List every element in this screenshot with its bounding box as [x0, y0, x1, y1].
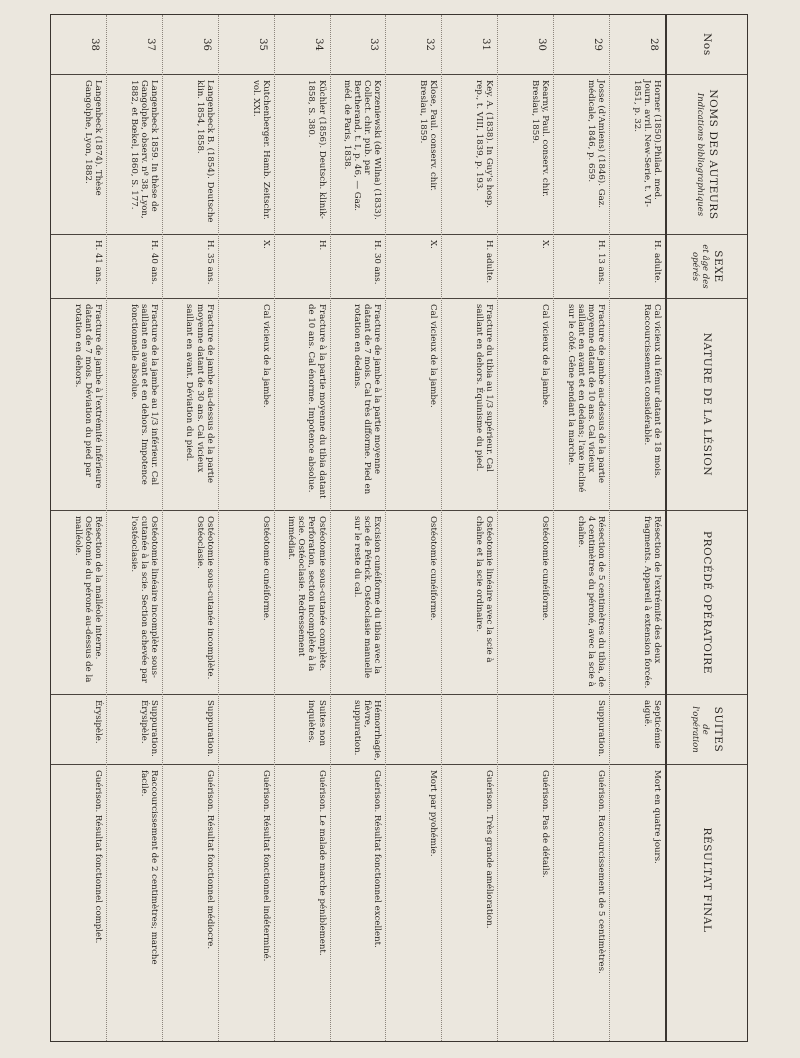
- case-authors: Josse (d'Amiens) (1846). Gaz. médicale, 1846, p. 659.: [554, 75, 609, 235]
- header-suites-label: SUITES: [712, 706, 725, 753]
- case-suites: Suppuration.: [554, 695, 609, 765]
- case-lesion: Fracture de jambe au-dessus de la partie moyenne datant de 10 ans. Cal vicieux saillant en avant et en dedans; l'axe incliné sur le côté. Gêne pendant la marche.: [554, 299, 609, 511]
- case-authors: Langenbeck B. (1854). Deutsche klin. 1854, 1858.: [163, 75, 218, 235]
- case-suites: [219, 695, 274, 765]
- table-row: [441, 15, 497, 1041]
- case-lesion: Cal vicieux de la jambe.: [498, 299, 553, 511]
- header-authors-sublabel: Indications bibliographiques: [694, 92, 705, 217]
- table-row: [609, 15, 665, 1041]
- case-number: 36: [163, 15, 218, 75]
- case-procedure: Ostéotomie sous-cutanée incomplète. Ostéoclasie.: [163, 511, 218, 695]
- case-result: Guérison. Résultat fonctionnel complet.: [92, 770, 103, 944]
- case-result: Mort par pyohémie.: [428, 770, 439, 857]
- case-result: Guérison. Résultat fonctionnel indéterminé.: [260, 770, 271, 962]
- case-suites: [442, 695, 497, 765]
- case-suites: Suppuration. Érysipèle.: [107, 695, 162, 765]
- header-lesion: [667, 299, 747, 511]
- case-number: 33: [331, 15, 386, 75]
- case-number: 28: [610, 15, 665, 75]
- case-result: Mort en quatre jours.: [652, 770, 662, 864]
- case-authors: Langenbeck 1859. In thèse de Gangolphe, observ. nº 38, Lyon, 1882, et Bœkel, 1860, S. 177.: [107, 75, 162, 235]
- case-result: Guérison. Raccourcissement de 5 centimètres.: [596, 770, 607, 974]
- case-result: Guérison. Le malade marche péniblement.: [316, 770, 327, 956]
- case-sex-age: H.: [275, 235, 330, 299]
- case-authors: Küchler (1856). Deutsch. klinik-1858, S. 380.: [275, 75, 330, 235]
- case-lesion: Fracture de jambe au-dessus de la partie moyenne datant de 30 ans. Cal vicieux saillant en avant. Déviation du pied.: [163, 299, 218, 511]
- case-authors: Kutchenberger. Hamb. Zeitschr. vol. XXI.: [219, 75, 274, 235]
- case-number: 34: [275, 15, 330, 75]
- case-sex-age: H. 35 ans.: [163, 235, 218, 299]
- case-procedure: Ostéotomie cunéiforme.: [386, 511, 441, 695]
- case-result: Guérison. Pas de détails.: [540, 770, 551, 878]
- case-result: Raccourcissement de 2 centimètres; marche facile.: [138, 770, 159, 965]
- header-lesion-label: NATURE DE LA LÉSION: [701, 332, 714, 477]
- case-lesion: Fracture de jambe à la partie moyenne datant de 7 mois. Cal très difforme. Pied en rotation en dedans.: [331, 299, 386, 511]
- case-sex-age: H. adulte.: [442, 235, 497, 299]
- case-number: 35: [219, 15, 274, 75]
- header-result-label: RÉSULTAT FINAL: [701, 827, 714, 933]
- case-lesion: Cal vicieux de la jambe.: [386, 299, 441, 511]
- table-row: [330, 15, 386, 1041]
- case-authors: Kearny, Paul. conserv. chir. Breslau, 1859.: [498, 75, 553, 235]
- case-result: Guérison. Très grande amélioration.: [484, 770, 495, 929]
- case-procedure: Ostéotomie cunéiforme.: [219, 511, 274, 695]
- case-number: 32: [386, 15, 441, 75]
- case-procedure: Résection de l'extrémité des deux fragments. Appareil à extension forcée.: [610, 511, 665, 695]
- header-number: [667, 15, 747, 75]
- case-procedure: Résection de la malléole interne. Ostéotomie du péroné au-dessus de la malléole.: [51, 511, 106, 695]
- case-procedure: Ostéotomie linéaire avec la scie à chaîne et la scie ordinaire.: [442, 511, 497, 695]
- case-suites: Suites non inquiètes.: [275, 695, 330, 765]
- case-sex-age: X.: [219, 235, 274, 299]
- case-procedure: Ostéotomie cunéiforme.: [498, 511, 553, 695]
- case-suites: Suppuration.: [163, 695, 218, 765]
- header-suites-sublabel: de l'opération: [689, 706, 710, 753]
- header-number-label: Nos: [701, 33, 714, 56]
- case-number: 37: [107, 15, 162, 75]
- header-procedure-label: PROCÉDÉ OPÉRATOIRE: [701, 530, 714, 675]
- case-lesion: Cal vicieux du fémur datant de 18 mois. Raccourcissement considérable.: [610, 299, 665, 511]
- case-sex-age: H. 41 ans.: [51, 235, 106, 299]
- case-procedure: Ostéotomie sous-cutanée complète. Perforation, section incomplète à la scie. Ostéoclasie. Redressement immédiat.: [275, 511, 330, 695]
- table-row: [106, 15, 162, 1041]
- header-authors-label: NOMS DES AUTEURS: [707, 89, 720, 220]
- case-number: 38: [51, 15, 106, 75]
- case-suites: Érysipèle.: [51, 695, 106, 765]
- case-lesion: Fracture de jambe à l'extrémité inférieure datant de 7 mois. Déviation du pied par rotation en dehors.: [51, 299, 106, 511]
- header-sex: [667, 235, 747, 299]
- table-row: [218, 15, 274, 1041]
- table-row: [274, 15, 330, 1041]
- table-row: [553, 15, 609, 1041]
- header-suites: [667, 695, 747, 765]
- table-body: [51, 15, 665, 1041]
- case-number: 30: [498, 15, 553, 75]
- table-row: [385, 15, 441, 1041]
- case-sex-age: X.: [498, 235, 553, 299]
- case-suites: [498, 695, 553, 765]
- header-procedure: [667, 511, 747, 695]
- case-sex-age: H. 30 ans.: [331, 235, 386, 299]
- case-number: 31: [442, 15, 497, 75]
- case-sex-age: H. 13 ans.: [554, 235, 609, 299]
- case-lesion: Fracture du tibia au 1/3 supérieur. Cal saillant en dehors. Équinisme du pied.: [442, 299, 497, 511]
- case-lesion: Cal vicieux de la jambe.: [219, 299, 274, 511]
- case-authors: Korzeniewski (de Wilna) (1833). Collect. chir. pub. par Bertherand, t. I, p. 46, — Gaz. méd. de Paris, 1838.: [331, 75, 386, 235]
- table-row: [51, 15, 106, 1041]
- case-number: 29: [554, 15, 609, 75]
- case-procedure: Résection de 5 centimètres du tibia, de 4 centimètres du péroné, avec la scie à chaîne.: [554, 511, 609, 695]
- header-sex-label: SEXE: [712, 250, 725, 283]
- case-lesion: Fracture de la jambe au 1/3 inférieur. Cal saillant en avant et en dehors. Impotence fonctionnelle absolue.: [107, 299, 162, 511]
- case-procedure: Excision cunéiforme du tibia avec la scie de Pétrick. Ostéoclasie manuelle sur le reste du cal.: [331, 511, 386, 695]
- case-authors: Horner (1850).Philad. med. Journ. avril. New-Serie, t. VI-1851, p. 32.: [610, 75, 665, 235]
- header-result: [667, 765, 747, 995]
- case-result: Guérison. Résultat fonctionnel médiocre.: [204, 770, 215, 950]
- case-suites: [386, 695, 441, 765]
- surgery-cases-table: [50, 14, 748, 1042]
- table-header: [665, 15, 747, 1041]
- case-sex-age: X.: [386, 235, 441, 299]
- case-sex-age: H. adulte.: [610, 235, 665, 299]
- case-lesion: Fracture à la partie moyenne du tibia datant de 10 ans. Cal énorme. Impotence absolue.: [275, 299, 330, 511]
- case-result: Guérison. Résultat fonctionnel excellent.: [372, 770, 383, 948]
- case-suites: Hémorrhagie, fièvre, suppuration.: [331, 695, 386, 765]
- case-sex-age: H. 40 ans.: [107, 235, 162, 299]
- header-sex-sublabel: et âge des opérés: [689, 244, 710, 289]
- case-procedure: Ostéotomie linéaire incomplète sous-cutanée à la scie. Section achevée par l'ostéoclasie.: [107, 511, 162, 695]
- header-authors: [667, 75, 747, 235]
- case-authors: Key. A. (1838). In Guy's hosp. rep., t. VIII, 1839, p. 193.: [442, 75, 497, 235]
- table-row: [162, 15, 218, 1041]
- case-authors: Klose, Paul. conserv. chir. Breslau, 1859.: [386, 75, 441, 235]
- case-authors: Langenbeck (1874). Thèse Gangolphe, Lyon, 1882.: [51, 75, 106, 235]
- case-suites: Septicémie aiguë.: [610, 695, 665, 765]
- table-row: [497, 15, 553, 1041]
